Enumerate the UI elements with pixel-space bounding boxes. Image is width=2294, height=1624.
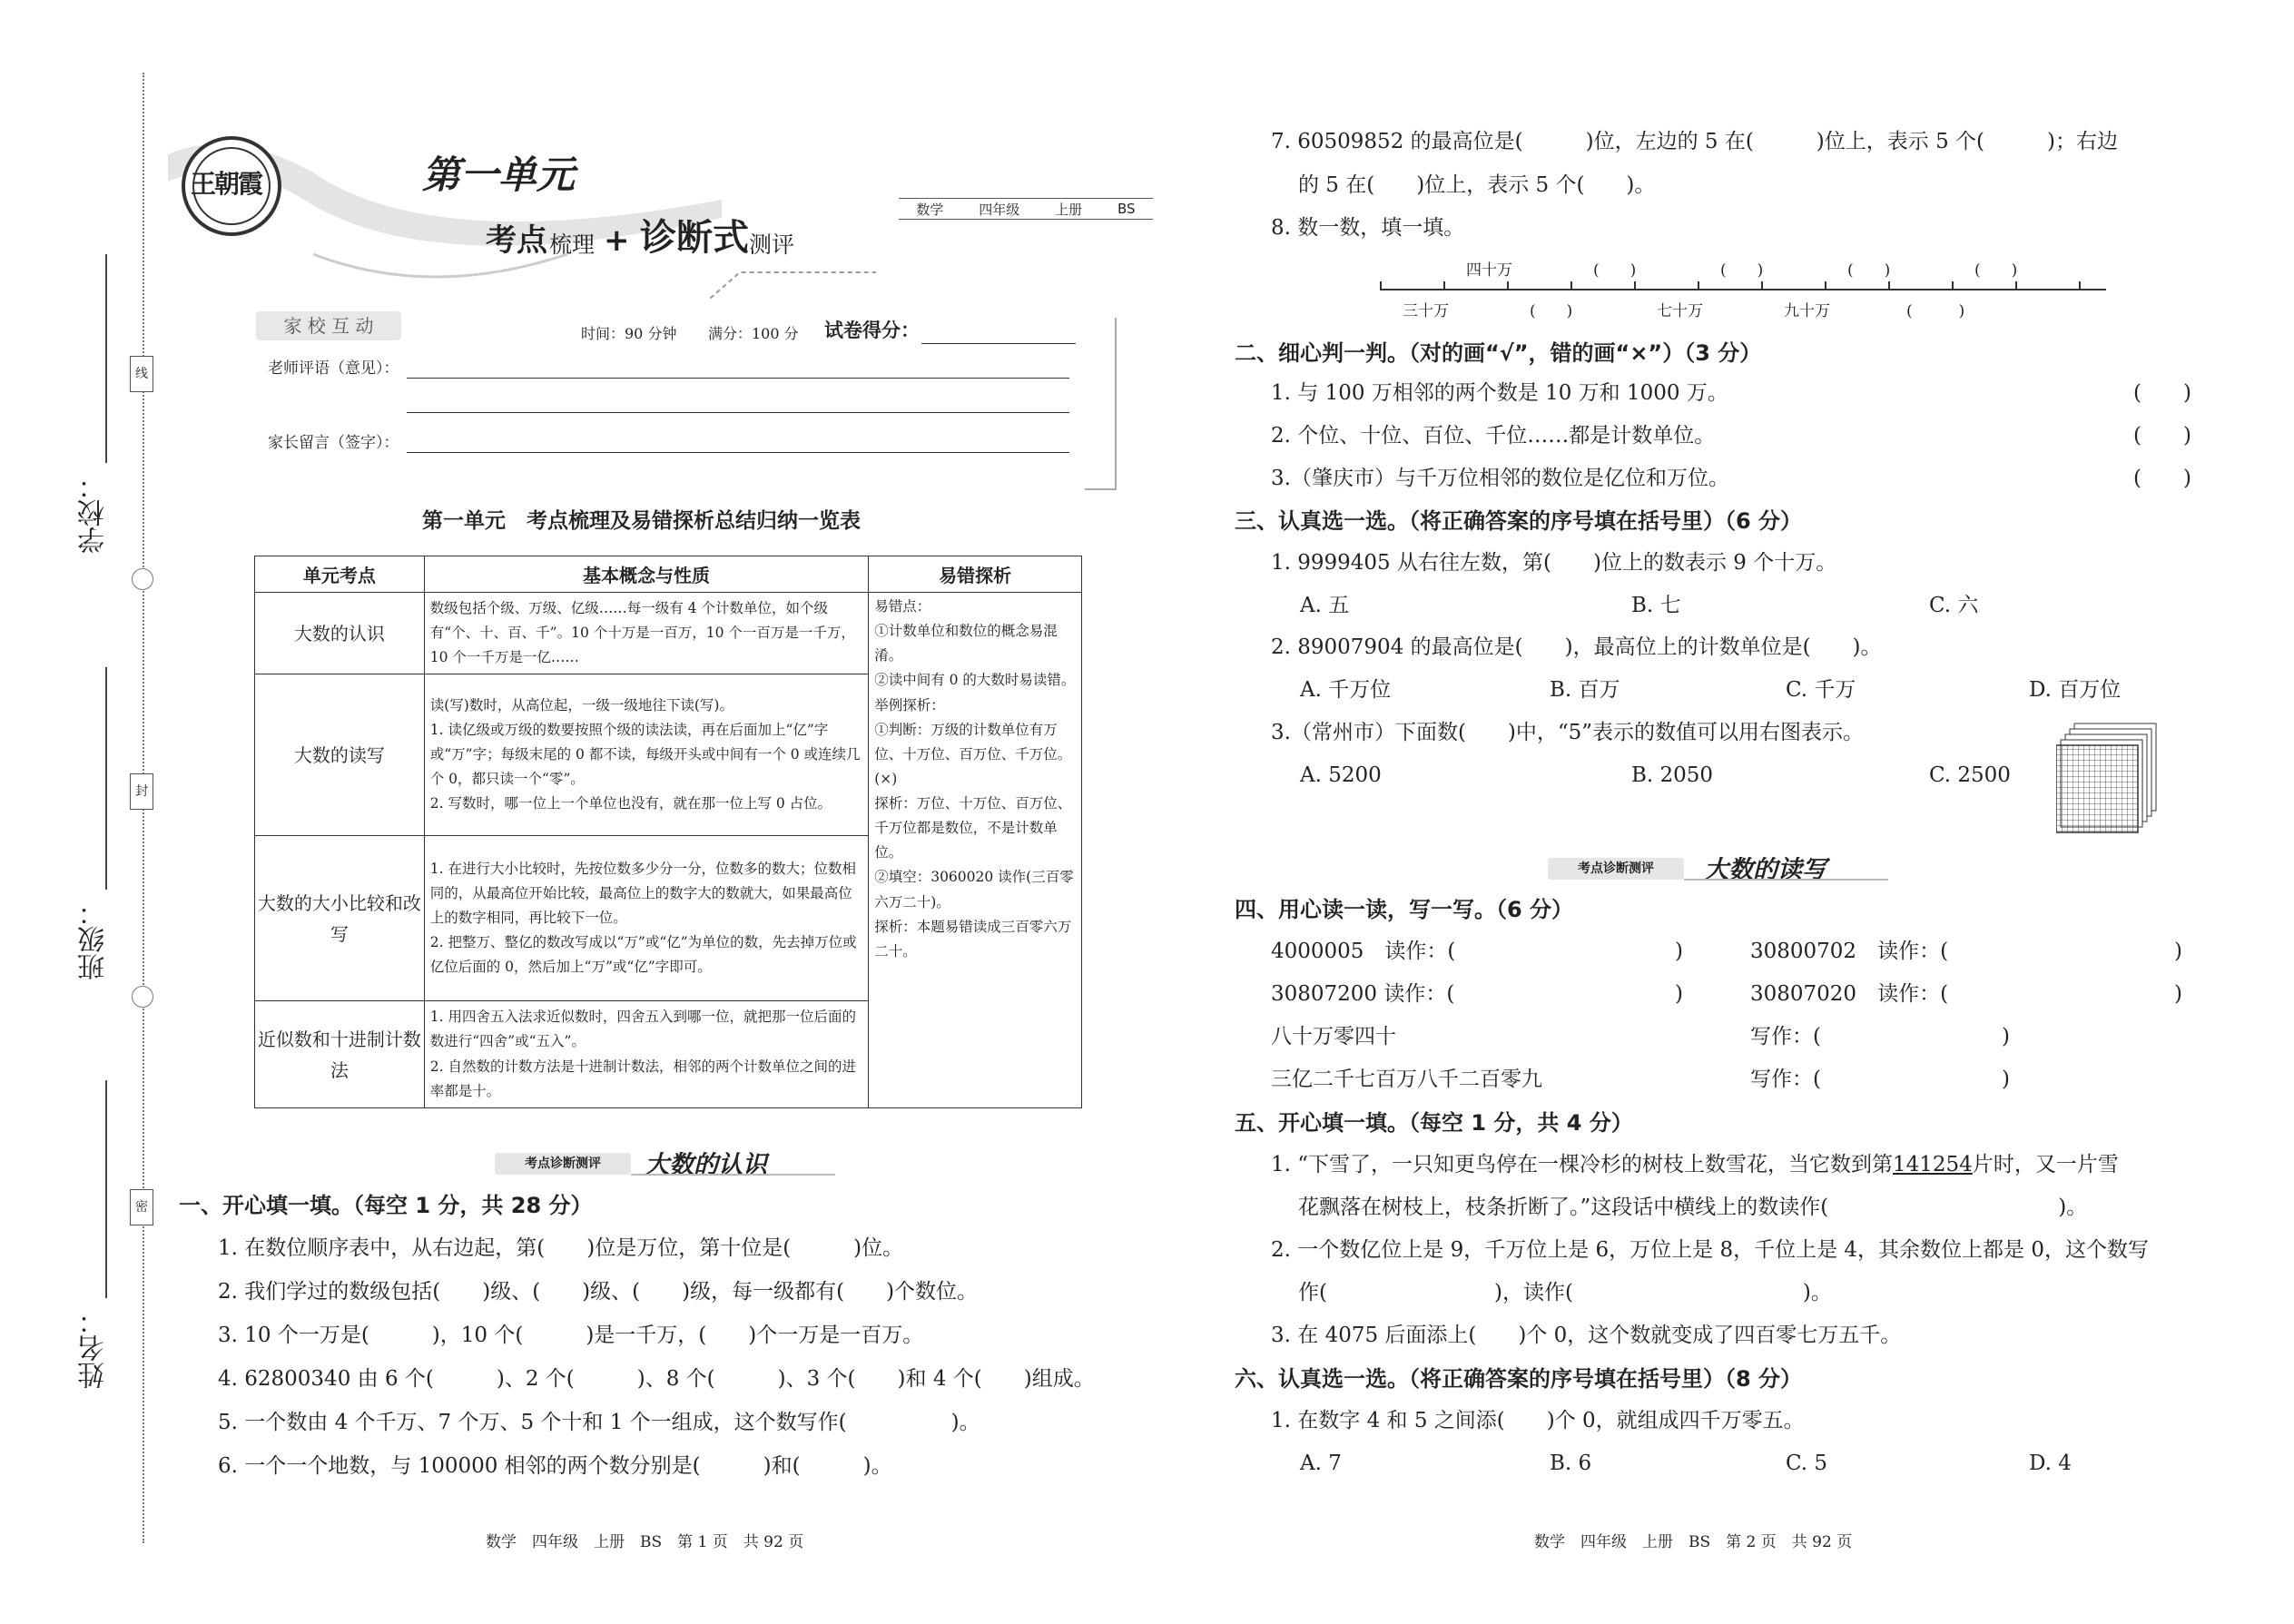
numline-label-bottom: 三十万 (1403, 302, 1449, 320)
read-4-label: 30807020 读作：( (1750, 982, 1949, 1006)
numline-blank-bottom[interactable]: ( ) (1906, 302, 1965, 320)
choice-3: 3.（常州市）下面数( )中，“5”表示的数值可以用右图表示。 (1271, 721, 1865, 744)
judge-2: 2. 个位、十位、百位、千位……都是计数单位。 (1271, 424, 1716, 448)
topic-cell: 大数的读写 (255, 674, 425, 836)
seal-mark-mi: 密 (130, 1189, 153, 1225)
concept-cell: 1. 在进行大小比较时，先按位数多少分一分，位数多的数大；位数相同的，从最高位开始比较，最高位上的数字大的数就大，如果最高位上的数字相同，再比较下一位。 2. 把整万、整亿的数改写成以“万”或“亿”为单位的数，先去掉万位或亿位后面的 0，然后加上“万”或“亿”字即可。 (424, 836, 868, 1001)
read-close-paren: ) (2174, 940, 2182, 963)
question-1-3: 3. 10 个一万是( )，10 个( )是一千万，( )个一万是一百万。 (218, 1324, 924, 1347)
banner-title: 大数的认识 (645, 1151, 767, 1179)
topic-cell: 大数的认识 (255, 593, 425, 674)
exam-score-label: 试卷得分： (824, 320, 920, 341)
school-label: 学校： (78, 472, 110, 554)
choice-3-option-b[interactable]: B. 2050 (1631, 763, 1714, 787)
read-2-label: 30800702 读作：( (1750, 940, 1949, 963)
choice-2-option-a[interactable]: A. 千万位 (1300, 678, 1392, 702)
cube-block-figure (2056, 722, 2158, 836)
question-1-2: 2. 我们学过的数级包括( )级、( )级、( )级，每一级都有( )个数位。 (218, 1280, 979, 1304)
logo-seal (182, 136, 281, 236)
question-1-7-line1: 7. 60509852 的最高位是( )位，左边的 5 在( )位上，表示 5 个( )；右边 (1271, 130, 2118, 153)
choice-3-option-c[interactable]: C. 2500 (1929, 763, 2011, 787)
choice-2-option-d[interactable]: D. 百万位 (2029, 678, 2122, 702)
section-3-heading: 三、认真选一选。（将正确答案的序号填在括号里）（6 分） (1235, 508, 1803, 534)
numline-blank-top[interactable]: ( ) (1974, 261, 2018, 280)
choice-2-option-b[interactable]: B. 百万 (1550, 678, 1620, 702)
section-banner-1 (495, 1148, 840, 1179)
banner-tag: 考点诊断测评 (495, 1153, 631, 1175)
question-1-7-line2: 的 5 在( )位上，表示 5 个( )。 (1298, 173, 1656, 197)
numline-blank-top[interactable]: ( ) (1847, 261, 1891, 280)
class-label: 班级： (78, 899, 110, 980)
select-1-option-d[interactable]: D. 4 (2029, 1452, 2072, 1475)
school-write-line (105, 254, 107, 463)
number-line (1380, 289, 2106, 290)
write-close-paren: ) (2002, 1068, 2010, 1091)
write-2-label: 写作：( (1750, 1068, 1821, 1091)
topic-cell: 大数的大小比较和改写 (255, 836, 425, 1001)
exam-time: 时间：90 分钟 (581, 325, 677, 342)
header-kaodian: 考点 (486, 222, 547, 259)
logo-text: 王朝霞 (191, 169, 262, 199)
banner-underline (1684, 879, 1888, 881)
home-school-badge: 家 校 互 动 (256, 311, 401, 340)
summary-table-title: 第一单元 考点梳理及易错探析总结归纳一览表 (422, 509, 861, 533)
numline-blank-top[interactable]: ( ) (1593, 261, 1637, 280)
fill-3: 3. 在 4075 后面添上( )个 0，这个数就变成了四百零七万五千。 (1271, 1324, 1902, 1347)
exam-full-score: 满分：100 分 (708, 325, 799, 342)
topic-cell: 近似数和十进制计数法 (255, 1001, 425, 1108)
exam-score-field[interactable] (921, 343, 1076, 344)
fill-2-line2: 作( )，读作( )。 (1298, 1281, 1832, 1304)
header-plus: + (604, 222, 630, 259)
numline-blank-bottom[interactable]: ( ) (1530, 302, 1573, 320)
concept-cell: 数级包括个级、万级、亿级……每一级有 4 个计数单位，如个级有“个、十、百、千”。10 个十万是一百万，10 个一百万是一千万，10 个一千万是一亿…… (424, 593, 868, 674)
question-1-8: 8. 数一数，填一填。 (1271, 216, 1465, 240)
question-1-5: 5. 一个数由 4 个千万、7 个万、5 个十和 1 个一组成，这个数写作( )。 (218, 1411, 980, 1434)
read-close-paren: ) (2174, 982, 2182, 1006)
tag-volume: 上册 (1055, 201, 1083, 218)
choice-2: 2. 89007904 的最高位是( )，最高位上的计数单位是( )。 (1271, 635, 1882, 659)
judge-answer-box[interactable]: ( ) (2133, 424, 2191, 448)
concept-cell: 读(写)数时，从高位起，一级一级地往下读(写)。 1. 读亿级或万级的数要按照个级的读法读，再在后面加上“亿”字或“万”字；每级末尾的 0 都不读，每级开头或中间有一个 0 或连续几个 0，都只读一个“零”。 2. 写数时，哪一位上一个单位也没有，就在那一位上写 0 占位。 (424, 674, 868, 836)
header-ceping: 测评 (749, 231, 795, 258)
teacher-comment-line-1[interactable] (407, 378, 1069, 379)
numline-label-bottom: 七十万 (1657, 302, 1703, 320)
judge-answer-box[interactable]: ( ) (2133, 467, 2191, 490)
section-4-heading: 四、用心读一读，写一写。（6 分） (1235, 897, 1574, 922)
choice-1-option-a[interactable]: A. 五 (1300, 594, 1350, 617)
fill-1-line1 (1271, 1153, 2119, 1178)
summary-table (254, 556, 1082, 1108)
section-2-heading: 二、细心判一判。（对的画“√”，错的画“×”）（3 分） (1235, 340, 1762, 366)
write-close-paren: ) (2002, 1025, 2010, 1048)
write-1-label: 写作：( (1750, 1025, 1821, 1048)
seal-mark-feng: 封 (130, 773, 153, 810)
judge-1: 1. 与 100 万相邻的两个数是 10 万和 1000 万。 (1271, 381, 1728, 405)
write-1-number: 八十万零四十 (1271, 1025, 1396, 1048)
judge-3: 3.（肇庆市）与千万位相邻的数位是亿位和万位。 (1271, 467, 1729, 490)
select-1-option-c[interactable]: C. 5 (1786, 1452, 1828, 1475)
section-6-heading: 六、认真选一选。（将正确答案的序号填在括号里）（8 分） (1235, 1366, 1803, 1392)
choice-1-option-c[interactable]: C. 六 (1929, 594, 1979, 617)
header-zhenduanshi: 诊断式 (640, 217, 749, 259)
col-header-concept: 基本概念与性质 (424, 556, 868, 593)
choice-1: 1. 9999405 从右往左数，第( )位上的数表示 9 个十万。 (1271, 551, 1837, 575)
select-1-option-b[interactable]: B. 6 (1550, 1452, 1592, 1475)
page-footer-left: 数学 四年级 上册 BS 第 1 页 共 92 页 (486, 1533, 804, 1551)
choice-2-option-c[interactable]: C. 千万 (1786, 678, 1856, 702)
section-banner-2 (1548, 853, 1893, 884)
numline-label-top: 四十万 (1466, 261, 1512, 280)
read-close-paren: ) (1675, 940, 1683, 963)
unit-title: 第一单元 (422, 153, 576, 197)
numline-label-bottom: 九十万 (1784, 302, 1830, 320)
tag-grade: 四年级 (979, 201, 1020, 218)
frame-corner (1085, 318, 1117, 490)
select-1-option-a[interactable]: A. 7 (1300, 1452, 1342, 1475)
fill-2-line1: 2. 一个数亿位上是 9，千万位上是 6，万位上是 8，千位上是 4，其余数位上都是 0，这个数写 (1271, 1238, 2149, 1262)
concept-cell: 1. 用四舍五入法求近似数时，四舍五入到哪一位，就把那一位后面的数进行“四舍”或“五入”。 2. 自然数的计数方法是十进制计数法，相邻的两个计数单位之间的进率都是十。 (424, 1001, 868, 1108)
write-2-number: 三亿二千七百万八千二百零九 (1271, 1068, 1542, 1091)
fill-1-text-a: 1. “下雪了，一只知更鸟停在一棵冷杉的树枝上数雪花，当它数到第 (1271, 1153, 1894, 1176)
banner-underline (631, 1174, 835, 1176)
parent-comment-label: 家长留言（签字）： (268, 434, 399, 452)
col-header-mistakes: 易错探析 (869, 556, 1082, 593)
fill-1-text-b: 片时，又一片雪 (1972, 1153, 2119, 1176)
select-1: 1. 在数字 4 和 5 之间添( )个 0，就组成四千万零五。 (1271, 1409, 1805, 1432)
fill-1-line2: 花飘落在树枝上，枝条折断了。”这段话中横线上的数读作( )。 (1298, 1196, 2088, 1219)
judge-answer-box[interactable]: ( ) (2133, 381, 2191, 405)
question-1-6: 6. 一个一个地数，与 100000 相邻的两个数分别是( )和( )。 (218, 1454, 892, 1478)
teacher-comment-line-2[interactable] (407, 412, 1069, 413)
question-1-1: 1. 在数位顺序表中，从右边起，第( )位是万位，第十位是( )位。 (218, 1236, 904, 1260)
subject-tags (899, 198, 1153, 220)
section-5-heading: 五、开心填一填。（每空 1 分，共 4 分） (1235, 1110, 1633, 1136)
choice-1-option-b[interactable]: B. 七 (1631, 594, 1681, 617)
header-shuli: 梳理 (549, 231, 596, 258)
tag-subject: 数学 (916, 201, 944, 218)
seal-mark-line: 线 (130, 356, 153, 392)
tag-edition: BS (1117, 201, 1136, 217)
mistakes-cell: 易错点： ①计数单位和数位的概念易混淆。 ②读中间有 0 的大数时易读错。 举例探析： ①判断：万级的计数单位有万位、十万位、百万位、千万位。(×) 探析：万位、十万位、百万位、千万位都是数位，不是计数单位。 ②填空：3060020 读作(三百零六万二十)。 探析：本题易错读成三百零六万二十。 (869, 593, 1082, 1108)
banner-title: 大数的读写 (1704, 856, 1826, 884)
banner-tag: 考点诊断测评 (1548, 858, 1684, 880)
binding-hole-1 (132, 568, 153, 590)
numline-blank-top[interactable]: ( ) (1720, 261, 1764, 280)
page-footer-right: 数学 四年级 上册 BS 第 2 页 共 92 页 (1534, 1533, 1853, 1551)
binding-hole-2 (132, 986, 153, 1008)
col-header-topic: 单元考点 (255, 556, 425, 593)
section-1-heading: 一、开心填一填。（每空 1 分，共 28 分） (179, 1193, 593, 1218)
read-1-label: 4000005 读作：( (1271, 940, 1456, 963)
class-write-line (105, 667, 107, 890)
teacher-comment-label: 老师评语（意见）： (268, 359, 399, 378)
choice-3-option-a[interactable]: A. 5200 (1300, 763, 1382, 787)
parent-comment-line[interactable] (407, 452, 1069, 453)
read-close-paren: ) (1675, 982, 1683, 1006)
read-3-label: 30807200 读作：( (1271, 982, 1455, 1006)
fill-1-number: 141254 (1893, 1153, 1973, 1176)
name-label: 姓名： (78, 1307, 110, 1389)
question-1-4: 4. 62800340 由 6 个( )、2 个( )、8 个( )、3 个( )和 4 个( )组成。 (218, 1367, 1095, 1391)
name-write-line (105, 1080, 107, 1298)
